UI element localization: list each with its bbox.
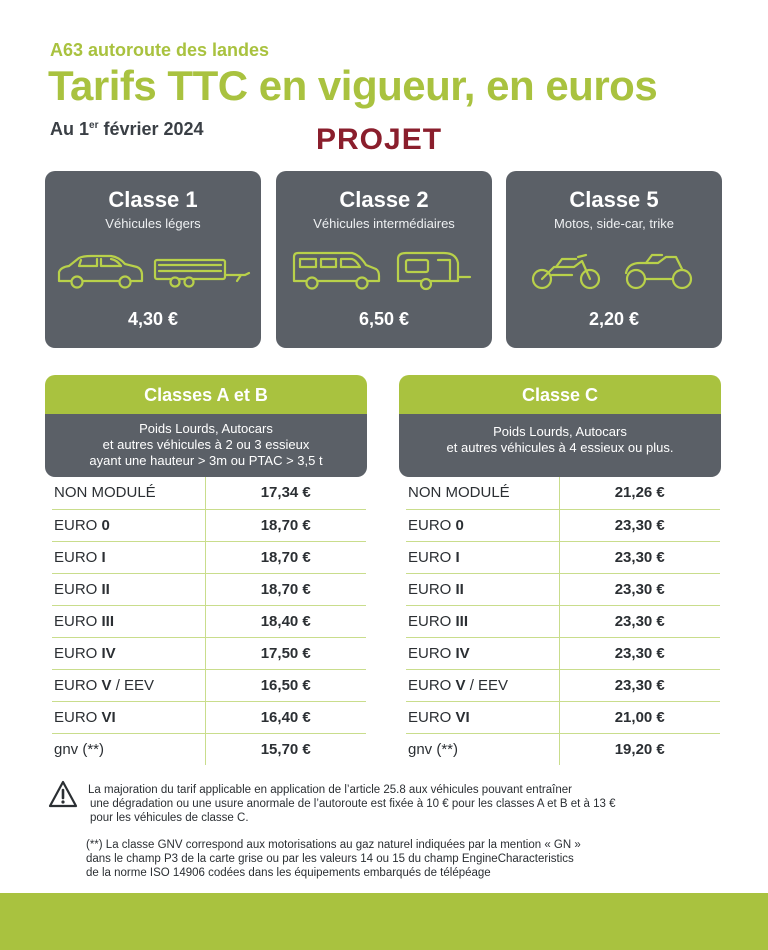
- table-row: [52, 669, 366, 701]
- row-value: 18,70 €: [205, 541, 366, 573]
- description-line: ayant une hauteur > 3m ou PTAC > 3,5 t: [89, 453, 323, 468]
- table-row: [52, 605, 366, 637]
- trike-icon: [626, 255, 691, 288]
- section-description: [399, 414, 721, 477]
- date-suffix: février 2024: [98, 119, 204, 139]
- row-label: EURO I: [52, 541, 205, 573]
- section-description: [45, 414, 367, 477]
- row-label: gnv (**): [52, 733, 205, 765]
- card-subtitle: Véhicules légers: [105, 216, 201, 231]
- table-row: [406, 541, 720, 573]
- table-row: [406, 701, 720, 733]
- row-label: EURO VI: [406, 701, 559, 733]
- table-row: [52, 573, 366, 605]
- table-row: [52, 733, 366, 765]
- table-row: [406, 637, 720, 669]
- card-subtitle: Véhicules intermédiaires: [313, 216, 455, 231]
- description-line: et autres véhicules à 4 essieux ou plus.: [446, 440, 674, 455]
- table-row: [406, 509, 720, 541]
- table-row: [406, 573, 720, 605]
- card-title: Classe 1: [108, 187, 198, 212]
- row-label: EURO 0: [52, 509, 205, 541]
- note-line: La majoration du tarif applicable en application de l’article 25.8 aux véhicules pouvant entraîner: [88, 784, 572, 796]
- trailer-icon: [155, 260, 249, 287]
- row-label: NON MODULÉ: [52, 477, 205, 509]
- page-title: Tarifs TTC en vigueur, en euros: [48, 62, 658, 109]
- row-label: EURO IV: [406, 637, 559, 669]
- row-value: 23,30 €: [559, 637, 720, 669]
- row-label: EURO V / EEV: [52, 669, 205, 701]
- row-value: 19,20 €: [614, 740, 665, 758]
- car-icon: [59, 256, 142, 288]
- table-row: [52, 509, 366, 541]
- row-label: EURO IV: [52, 637, 205, 669]
- surcharge-note: [88, 783, 708, 825]
- row-value: 23,30 €: [559, 669, 720, 701]
- effective-date: [50, 119, 204, 140]
- description-line: Poids Lourds, Autocars: [493, 424, 627, 439]
- description-line: Poids Lourds, Autocars: [139, 421, 273, 436]
- card-classe-5: [506, 171, 722, 348]
- row-value: 23,30 €: [559, 509, 720, 541]
- row-label: EURO V / EEV: [406, 669, 559, 701]
- page-subtitle: A63 autoroute des landes: [50, 40, 270, 60]
- row-value: 23,30 €: [559, 573, 720, 605]
- classes-ab-header: [45, 375, 367, 477]
- row-value: 16,50 €: [205, 669, 366, 701]
- table-row: [406, 669, 720, 701]
- table-row: [52, 541, 366, 573]
- row-value: 15,70 €: [260, 740, 311, 758]
- card-icons: [506, 243, 722, 299]
- date-superscript: er: [89, 120, 99, 131]
- row-value: 21,26 €: [559, 477, 720, 509]
- row-value: 17,50 €: [205, 637, 366, 669]
- card-classe-2: [276, 171, 492, 348]
- note-line: pour les véhicules de classe C.: [90, 812, 249, 824]
- card-classe-1: [45, 171, 261, 348]
- gnv-note: [86, 838, 706, 880]
- row-label: gnv (**): [406, 733, 559, 765]
- row-value: 18,40 €: [205, 605, 366, 637]
- warning-icon: [48, 780, 78, 813]
- date-prefix: Au 1: [50, 119, 90, 139]
- card-icons: [276, 243, 492, 299]
- row-label: EURO II: [52, 573, 205, 605]
- table-row: [52, 477, 366, 509]
- card-title: Classe 5: [569, 187, 659, 212]
- row-value: 23,30 €: [559, 541, 720, 573]
- classes-ab-table: [52, 477, 366, 765]
- row-label: EURO III: [52, 605, 205, 637]
- row-value: 18,70 €: [205, 573, 366, 605]
- motorcycle-icon: [533, 255, 599, 288]
- projet-stamp: PROJET: [316, 123, 443, 156]
- section-title: Classes A et B: [45, 375, 367, 414]
- note-line: dans le champ P3 de la carte grise ou par les valeurs 14 ou 15 du champ EngineCharacteristics: [86, 853, 574, 865]
- table-row: [406, 733, 720, 765]
- section-title: Classe C: [399, 375, 721, 414]
- row-label: NON MODULÉ: [406, 477, 559, 509]
- row-label: EURO 0: [406, 509, 559, 541]
- row-label: EURO II: [406, 573, 559, 605]
- card-price: 4,30 €: [127, 309, 179, 329]
- row-label: EURO VI: [52, 701, 205, 733]
- note-line: (**) La classe GNV correspond aux motorisations au gaz naturel indiquées par la mention « GN »: [86, 839, 581, 851]
- caravan-icon: [398, 253, 470, 289]
- row-value: 21,00 €: [559, 701, 720, 733]
- row-value: 23,30 €: [559, 605, 720, 637]
- note-line: une dégradation ou une usure anormale de l’autoroute est fixée à 10 € pour les classes A et B et à 13 €: [90, 798, 616, 810]
- van-icon: [294, 253, 379, 289]
- row-label: EURO III: [406, 605, 559, 637]
- row-value: 17,34 €: [205, 477, 366, 509]
- card-price: 6,50 €: [358, 309, 410, 329]
- table-row: [406, 477, 720, 509]
- table-row: [406, 605, 720, 637]
- note-line: de la norme ISO 14906 codées dans les équipements embarqués de télépéage: [86, 867, 491, 879]
- description-line: et autres véhicules à 2 ou 3 essieux: [102, 437, 310, 452]
- table-row: [52, 637, 366, 669]
- footer-bar: [0, 893, 768, 950]
- row-value: 18,70 €: [205, 509, 366, 541]
- row-label: EURO I: [406, 541, 559, 573]
- classe-c-header: [399, 375, 721, 477]
- row-value: 16,40 €: [205, 701, 366, 733]
- card-price: 2,20 €: [588, 309, 640, 329]
- classe-c-table: [406, 477, 720, 765]
- card-title: Classe 2: [339, 187, 429, 212]
- table-row: [52, 701, 366, 733]
- card-icons: [45, 243, 261, 299]
- card-subtitle: Motos, side-car, trike: [554, 216, 674, 231]
